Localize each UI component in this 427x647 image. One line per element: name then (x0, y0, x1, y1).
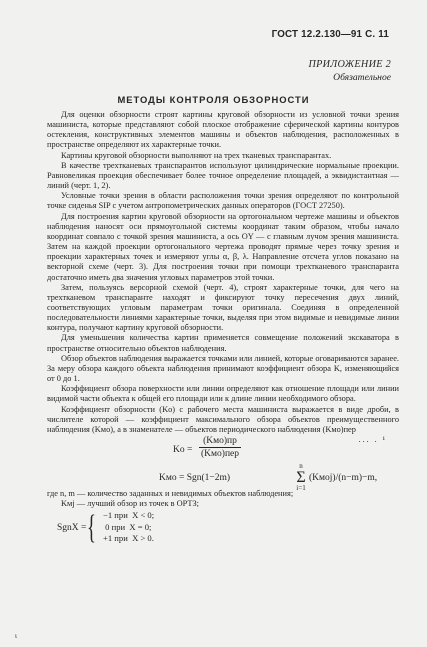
appendix-block (308, 58, 391, 84)
formula-sgn (47, 509, 399, 547)
formula-ko-numerator: (Kмо)пр (199, 436, 241, 448)
formula-ko-denominator: (Kмо)пер (201, 449, 239, 460)
page-header: ГОСТ 12.2.130—91 С. 11 (271, 29, 389, 40)
margin-marks: ... . ¹ (358, 435, 387, 444)
paragraph: Картины круговой обзорности выполняют на трех тканевых транспарантах. (61, 150, 332, 160)
paragraph: Затем, пользуясь версорной схемой (черт. 4), строят характерные точки, для чего на трехтканевом транспаранте находят и фиксируют точку пересечения двух линий, соответствующих угловым параметрам точки оригинала. Соединяя в определенной последовательности линиями характерные точки, выделяя при этом видимые и невидимые линии контура, получают картину круговой обзорности. (47, 282, 399, 333)
formula-sgn-lhs: SgnX = (57, 523, 87, 534)
formula-ko (47, 435, 399, 465)
where-line: где n, m — количество заданных и невидимых объектов наблюдения; (47, 489, 294, 498)
formula-kmo-tail: (Kмоj)/(n−m)−m, (309, 473, 378, 483)
formula-ko-fraction (199, 436, 241, 459)
formula-kmo-lhs: Kмо = Sgn(1−2m) (159, 473, 231, 483)
formula-ko-lhs: Kо = (173, 445, 193, 455)
sum-symbol (294, 463, 308, 492)
paragraph: Коэффициент обзорности (Kо) с рабочего места машиниста выражается в виде дроби, в числителе которой — коэффициент максимального обзора объектов преимущественного наблюдения (Kмо), а в знаменателе — объектов периодического наблюдения (Kмо)пер (47, 404, 399, 434)
kmj-line: Kмj — лучший обзор из точек в ОРТЗ; (61, 499, 199, 509)
sigma-glyph: Σ (296, 469, 306, 486)
formula-sgn-cases (103, 510, 154, 545)
appendix-title: ПРИЛОЖЕНИЕ 2 (308, 59, 391, 70)
sum-upper-limit: n (299, 462, 303, 470)
paragraph: Для уменьшения количества картин применяется совмещение положений экскаватора в пространстве относительно объектов наблюдения. (47, 333, 399, 353)
sgn-case: 0 при X = 0; (103, 521, 152, 532)
paragraph: Условные точки зрения в области расположения точки зрения определяют по контрольной точке сиденья SIP с учетом антропометрических данных операторов (ГОСТ 27250). (47, 191, 399, 211)
sgn-case: −1 при X < 0; (103, 510, 155, 521)
corner-mark: ι (15, 632, 17, 640)
paragraph: Коэффициент обзора поверхности или линии определяют как отношение площади или линии видимой части объекта к общей его площади или к длине линии необходимого обзора. (47, 384, 399, 404)
paragraph: Обзор объектов наблюдения выражается точками или линией, которые оговариваются заранее. За меру обзора каждого объекта наблюдения принимают коэффициент обзора K, изменяющийся от 0 до 1. (47, 353, 399, 384)
appendix-status: Обязательное (333, 72, 391, 83)
formula-kmo (47, 462, 399, 492)
paragraph: Для построения картин круговой обзорности на ортогональном чертеже машины и объектов наблюдения наносят оси прямоугольной системы координат таким образом, чтобы начало координат совпало с точкой зрения машиниста, а ось OY — с главным лучом зрения машиниста. Затем на каждой проекции ортогонального чертежа проводят прямые через точку зрения и проекции характерных точек и измеряют углы α, β, λ. Направление отсчета углов показано на векторной схеме (черт. 3). Для построения точки при помощи трехтканевого транспаранта достаточно иметь два значения угловых параметров этой точки. (47, 211, 399, 282)
left-brace-glyph: { (87, 509, 96, 547)
sum-lower-limit: i=1 (296, 484, 306, 492)
section-title: МЕТОДЫ КОНТРОЛЯ ОБЗОРНОСТИ (117, 94, 310, 105)
paragraph: Для оценки обзорности строят картины круговой обзорности из условной точки зрения машиниста, которые представляют собой плоское отображение сферической картины контуров остекления, конструктивных элементов машины и объектов наблюдения, расположенных в пространстве определяют их характерные точки. (47, 110, 399, 150)
paragraph: В качестве трехтканевых транспарантов используют цилиндрические нормальные проекции. Равновеликая проекция обеспечивает более точное определение площадей, а эквидистантная — линий (черт. 1, 2). (47, 160, 399, 191)
sgn-case: +1 при X > 0. (103, 533, 154, 544)
body-text (47, 110, 399, 547)
